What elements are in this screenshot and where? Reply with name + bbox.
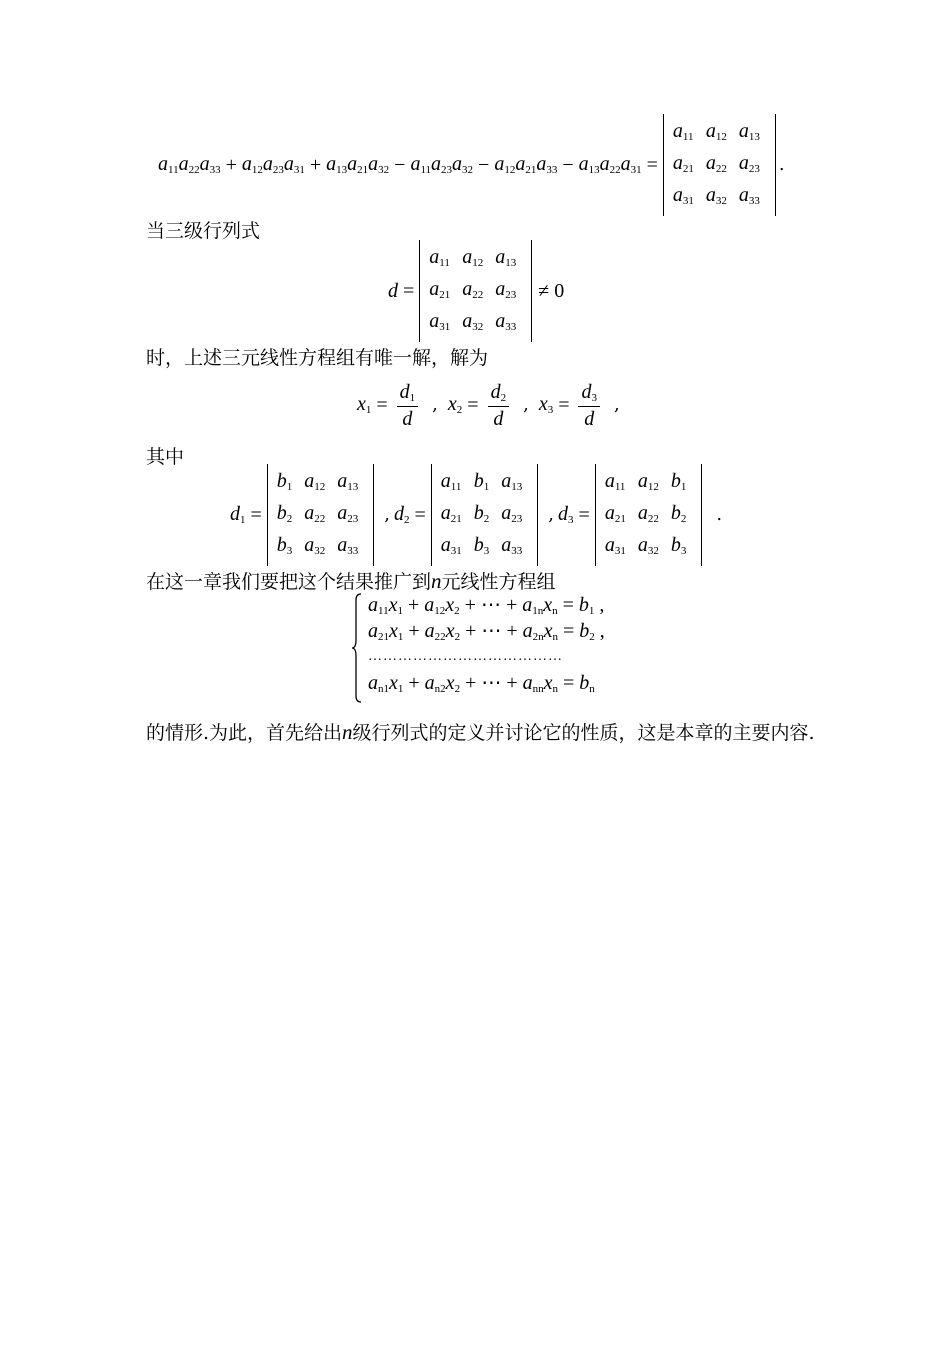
not-equal-zero: ≠ 0 (538, 280, 565, 302)
left-brace-icon (352, 592, 362, 708)
text-when-det: 当三级行列式 (146, 220, 261, 242)
determinant-d: $a_{11}$ $a_{12}$ $a_{13}$ $a_{21}$ $a_{22}$ $a_{23}$ $a_{31}$ $a_{32}$ $a_{33}$ (419, 240, 532, 342)
d-definition-equation: d = $a_{11}$ $a_{12}$ $a_{13}$ $a_{21}$ $a_{22}$ $a_{23}$ $a_{31}$ $a_{32}$ $a_{33}$ ≠ 0 (388, 248, 564, 334)
text-where: 其中 (146, 446, 185, 468)
text-then-unique: 时，上述三元线性方程组有唯一解，解为 (146, 347, 489, 369)
system-ellipsis-row: ………………………………… (368, 649, 563, 664)
text-conclusion: 的情形.为此，首先给出n级行列式的定义并讨论它的性质，这是本章的主要内容. (146, 720, 815, 744)
cramer-solution: $x_1$ = $\frac{d_1}{d}$ , $x_2$ = $\frac{d_2}{d}$ , $x_3$ = $\frac{d_3}{d}$ , (357, 380, 620, 430)
var-n: n (431, 569, 442, 593)
system-row-n: $a_{n1}x_1 + a_{n2}x_2$ + ⋯ + $a_{nn}x_n = b_n$ (368, 672, 595, 695)
expansion-equation: $a_{11}a_{22}a_{33}$ + $a_{12}a_{23}a_{31}$ + $a_{13}a_{21}a_{32}$ − $a_{11}a_{23}a_{32}$ − $a_{12}a_{21}a_{33}$ − $a_{13}a_{22}a_{31}$ = $a_{11}$ $a_{12}$ $a_{13}$ $a_{21}$ $a_{22}$ $a_{23}$ $a_{31}$ $a_{32}$ $a_{33}$ . (158, 122, 785, 208)
system-row-2: $a_{21}x_1 + a_{22}x_2$ + ⋯ + $a_{2n}x_n = b_2$ , (368, 620, 605, 643)
determinant-3x3: $a_{11}$ $a_{12}$ $a_{13}$ $a_{21}$ $a_{22}$ $a_{23}$ $a_{31}$ $a_{32}$ $a_{33}$ (663, 114, 776, 216)
determinant-d3: $a_{11}$ $a_{12}$ $b_1$ $a_{21}$ $a_{22}$ $b_2$ $a_{31}$ $a_{32}$ $b_3$ (595, 464, 703, 566)
system-row-1: $a_{11}x_1 + a_{12}x_2$ + ⋯ + $a_{1n}x_n = b_1$ , (368, 594, 605, 617)
d1-d2-d3-equation: $d_1$ = $b_1$ $a_{12}$ $a_{13}$ $b_2$ $a_{22}$ $a_{23}$ $b_3$ $a_{32}$ $a_{33}$ , $d_2$ = $a_{11}$ $b_1$ $a_{13}$ $a_{21}$ $b_2$ $a_{23}$ $a_{31}$ $b_3$ $a_{33}$ , $d_3$ = $a_{11}$ $a_{12}$ $b_1$ $a_{21}$ $a_{22}$ $b_2$ $a_{31}$ $a_{32}$ $b_3$ . (230, 472, 722, 558)
var-n-2: n (342, 720, 353, 744)
determinant-d2: $a_{11}$ $b_1$ $a_{13}$ $a_{21}$ $b_2$ $a_{23}$ $a_{31}$ $b_3$ $a_{33}$ (431, 464, 539, 566)
linear-system (352, 592, 605, 708)
determinant-d1: $b_1$ $a_{12}$ $a_{13}$ $b_2$ $a_{22}$ $a_{23}$ $b_3$ $a_{32}$ $a_{33}$ (267, 464, 375, 566)
text-generalize: 在这一章我们要把这个结果推广到n元线性方程组 (146, 569, 556, 593)
